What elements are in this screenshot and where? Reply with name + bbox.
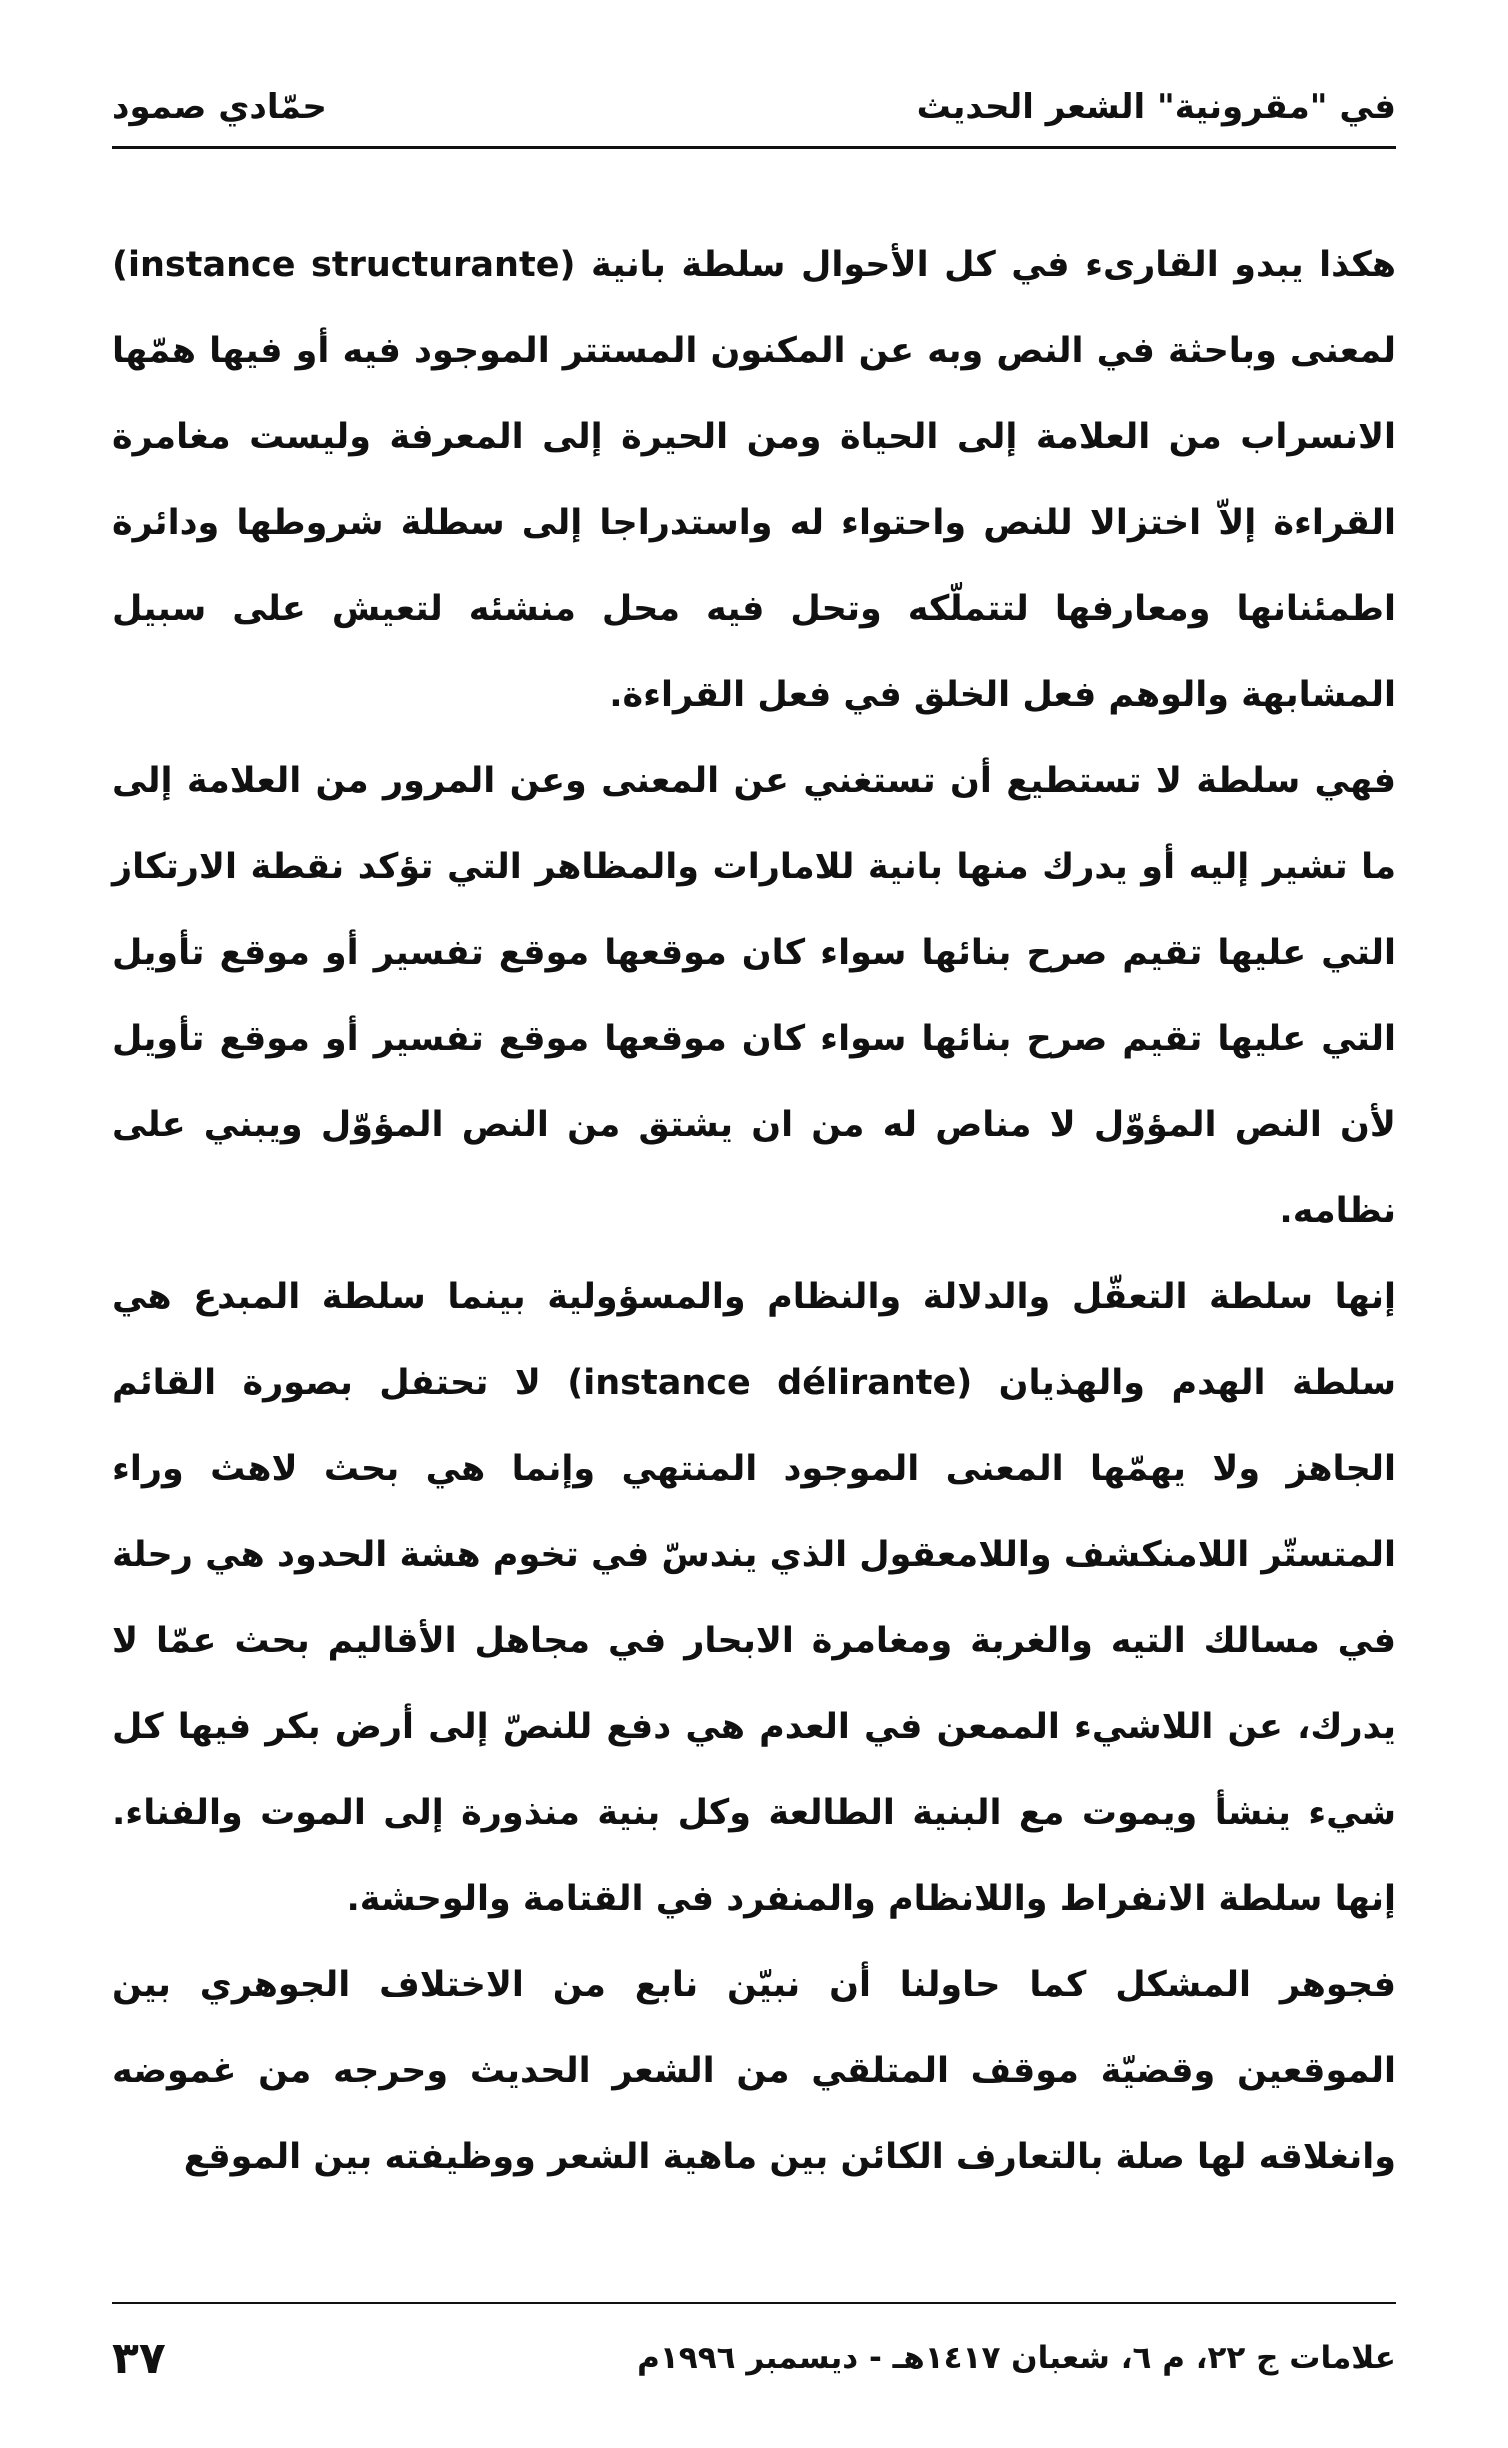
footer-journal-info: علامات ج ٢٢، م ٦، شعبان ١٤١٧هـ - ديسمبر ١٩٩٦م (637, 2340, 1396, 2376)
paragraph-3: إنها سلطة التعقّل والدلالة والنظام والمسؤولية بينما سلطة المبدع هي سلطة الهدم والهذيان (instance délirante) لا تحتفل بصورة القائم الجاهز ولا يهمّها المعنى الموجود المنتهي وإنما هي بحث لاهث وراء المتستّر اللامنكشف واللامعقول الذي يندسّ في تخوم هشة الحدود هي رحلة في مسالك التيه والغربة ومغامرة الابحار في مجاهل الأقاليم بحث عمّا لا يدرك، عن اللاشيء الممعن في العدم هي دفع للنصّ إلى أرض بكر فيها كل شيء ينشأ ويموت مع البنية الطالعة وكل بنية منذورة إلى الموت والفناء. إنها سلطة الانفراط واللانظام والمنفرد في القتامة والوحشة. (112, 1277, 1396, 1919)
body-text (112, 222, 1396, 2200)
page-number: ٣٧ (112, 2332, 166, 2384)
running-head (112, 72, 1396, 142)
header-title: في "مقرونية" الشعر الحديث (916, 87, 1396, 127)
header-author: حمّادي صمود (112, 87, 327, 127)
footer (112, 2318, 1396, 2398)
paragraph-4: فجوهر المشكل كما حاولنا أن نبيّن نابع من الاختلاف الجوهري بين الموقعين وقضيّة موقف المتلقي من الشعر الحديث وحرجه من غموضه وانغلاقه لها صلة بالتعارف الكائن بين ماهية الشعر ووظيفته بين الموقع (112, 1965, 1396, 2177)
footer-rule (112, 2302, 1396, 2304)
header-rule (112, 146, 1396, 149)
paragraph-2: فهي سلطة لا تستطيع أن تستغني عن المعنى وعن المرور من العلامة إلى ما تشير إليه أو يدرك منها بانية للامارات والمظاهر التي تؤكد نقطة الارتكاز التي عليها تقيم صرح بنائها سواء كان موقعها موقع تفسير أو موقع تأويل التي عليها تقيم صرح بنائها سواء كان موقعها موقع تفسير أو موقع تأويل لأن النص المؤوّل لا مناص له من ان يشتق من النص المؤوّل ويبني على نظامه. (112, 761, 1396, 1231)
paragraph-1: هكذا يبدو القارىء في كل الأحوال سلطة بانية (instance structurante) لمعنى وباحثة في النص وبه عن المكنون المستتر الموجود فيه أو فيها همّها الانسراب من العلامة إلى الحياة ومن الحيرة إلى المعرفة وليست مغامرة القراءة إلاّ اختزالا للنص واحتواء له واستدراجا إلى سطلة شروطها ودائرة اطمئنانها ومعارفها لتتملّكه وتحل فيه محل منشئه لتعيش على سبيل المشابهة والوهم فعل الخلق في فعل القراءة. (112, 245, 1396, 715)
